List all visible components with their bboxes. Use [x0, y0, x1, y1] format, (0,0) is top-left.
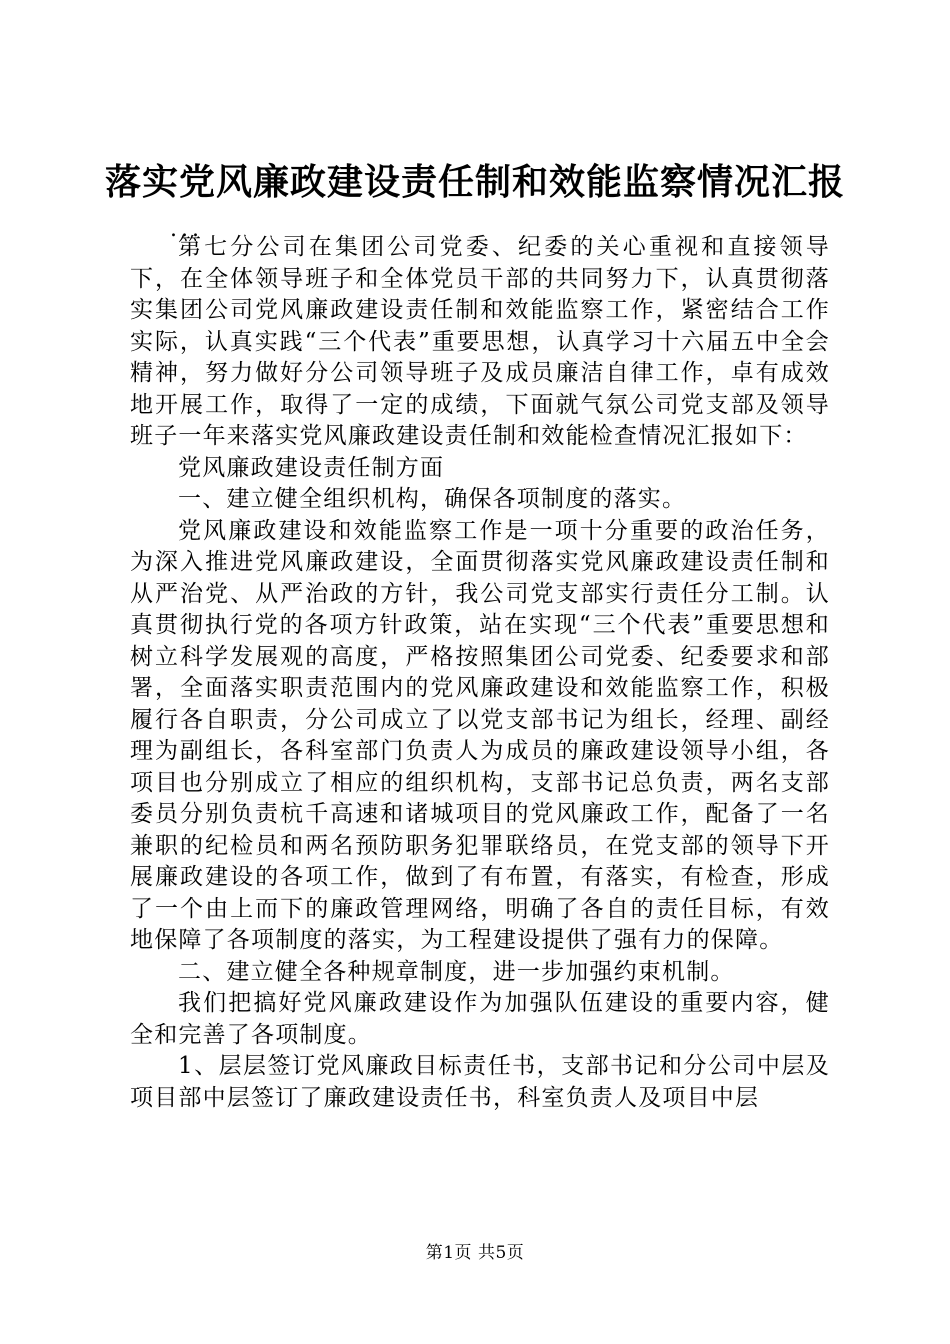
subsection-heading-2: 二、建立健全各种规章制度，进一步加强约束机制。	[178, 958, 735, 985]
title-ellipsis: ...	[170, 217, 203, 242]
paragraph-regulations: 我们把搞好党风廉政建设作为加强队伍建设的重要内容，健全和完善了各项制度。	[130, 990, 830, 1048]
paragraph-intro: 第七分公司在集团公司党委、纪委的关心重视和直接领导下，在全体领导班子和全体党员干部的共同努力下，认真贯彻落实集团公司党风廉政建设责任制和效能监察工作，紧密结合工作实际，认真实践“三个代表”重要思想，认真学习十六届五中全会精神，努力做好分公司领导班子及成员廉洁自律工作，卓有成效地开展工作，取得了一定的成绩，下面就气氛公司党支部及领导班子一年来落实党风廉政建设责任制和效能检查情况汇报如下：	[130, 234, 830, 449]
paragraph-organization: 党风廉政建设和效能监察工作是一项十分重要的政治任务，为深入推进党风廉政建设，全面贯彻落实党风廉政建设责任制和从严治党、从严治政的方针，我公司党支部实行责任分工制。认真贯彻执行党的各项方针政策，站在实现“三个代表”重要思想和树立科学发展观的高度，严格按照集团公司党委、纪委要求和部署，全面落实职责范围内的党风廉政建设和效能监察工作，积极履行各自职责，分公司成立了以党支部书记为组长，经理、副经理为副组长，各科室部门负责人为成员的廉政建设领导小组，各项目也分别成立了相应的组织机构，支部书记总负责，两名支部委员分别负责杭千高速和诸城项目的党风廉政工作，配备了一名兼职的纪检员和两名预防职务犯罪联络员，在党支部的领导下开展廉政建设的各项工作，做到了有布置，有落实，有检查，形成了一个由上而下的廉政管理网络，明确了各自的责任目标，有效地保障了各项制度的落实，为工程建设提供了强有力的保障。	[130, 517, 830, 953]
document-body	[130, 232, 830, 1114]
section-heading: 党风廉政建设责任制方面	[178, 454, 445, 481]
subsection-heading-1: 一、建立健全组织机构，确保各项制度的落实。	[178, 486, 687, 512]
document-title: 落实党风廉政建设责任制和效能监察情况汇报	[104, 161, 845, 203]
page-footer: 第1页 共5页	[425, 1243, 525, 1263]
paragraph-item-1: 1、层层签订党风廉政目标责任书，支部书记和分公司中层及项目部中层签订了廉政建设责任书，科室负责人及项目中层	[130, 1053, 830, 1111]
